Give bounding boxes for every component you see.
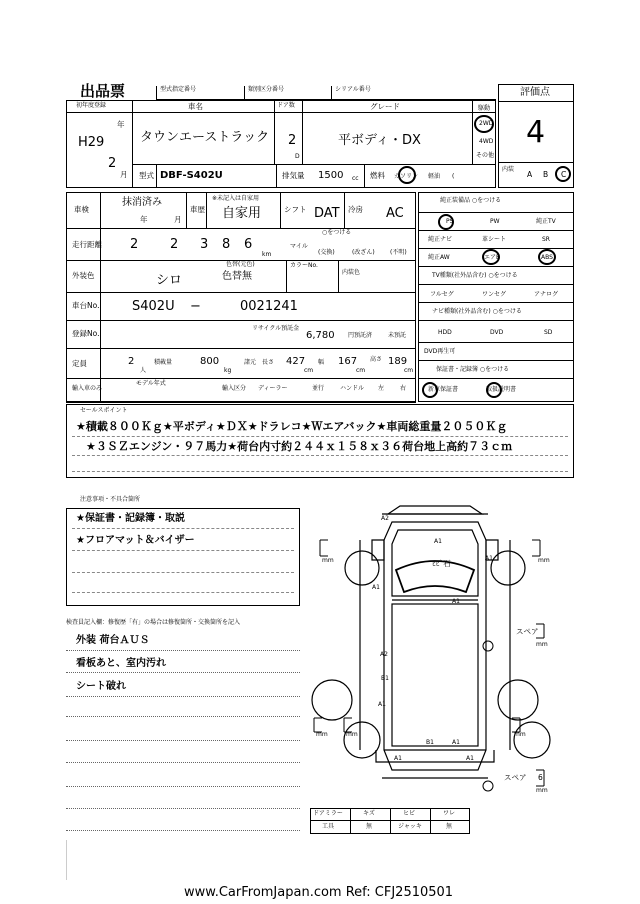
handle-left: 左 xyxy=(378,385,385,392)
drive-other: その他 xyxy=(476,152,495,159)
width-unit: cm xyxy=(356,367,366,374)
meter-unknown: (不明) xyxy=(390,249,407,256)
damage-mark-b1-bottom: B1 xyxy=(426,739,434,746)
mileage-digit-4: 8 xyxy=(222,237,231,252)
first-registration-label: 初年度登録 xyxy=(76,102,107,109)
mm-front-left: mm xyxy=(322,557,334,564)
legend-tools: 工具 xyxy=(322,823,335,830)
import-parallel: 並行 xyxy=(312,385,325,392)
inspector-line-1: 外装 荷台ＡＵＳ xyxy=(76,635,150,646)
mm-rear-left-2: mm xyxy=(346,731,358,738)
width-label: 幅 xyxy=(318,359,325,366)
tv-oneseg: ワンセグ xyxy=(482,291,507,298)
legend-scratch: キズ xyxy=(363,810,375,817)
month-unit: 月 xyxy=(120,170,128,179)
import-dealer: ディーラー xyxy=(258,385,288,392)
mileage-digit-3: 3 xyxy=(200,237,209,252)
legend-jack: ジャッキ xyxy=(398,823,422,830)
doc-warranty: 新車保証書 xyxy=(428,386,459,393)
interior-label: 内装 xyxy=(502,166,515,173)
damage-mark-a1-rear-right: A1 xyxy=(466,755,474,762)
inspection-year: 年 xyxy=(140,215,148,224)
kg-unit: kg xyxy=(224,367,232,374)
spare-top-label: スペア xyxy=(516,627,539,636)
car-name: タウンエーストラック xyxy=(140,130,270,145)
equip-pw: PW xyxy=(490,218,500,225)
load-label: 積載量 xyxy=(154,359,173,366)
doors-label: ドア数 xyxy=(277,102,295,109)
tv-fullseg: フルセグ xyxy=(430,291,454,298)
height-unit: cm xyxy=(404,367,414,374)
interior-color-label: 内装色 xyxy=(342,269,361,276)
height-value: 189 xyxy=(388,356,408,367)
equip-tv: 純正TV xyxy=(536,218,556,225)
equip-abs: ABS xyxy=(541,254,553,261)
history-note: ※未記入は自家用 xyxy=(212,195,260,202)
equip-sr: SR xyxy=(542,236,550,243)
recycle-status: 円預託済 xyxy=(348,332,373,339)
registration-label: 登録No. xyxy=(72,329,100,338)
car-damage-diagram xyxy=(300,500,570,800)
footer-watermark: www.CarFromJapan.com Ref: CFJ2510501 xyxy=(184,885,454,900)
damage-mark-a1-roof: A1 xyxy=(434,538,442,545)
sales-points-label: セールスポイント xyxy=(80,407,128,414)
inspector-line-3: シート破れ xyxy=(76,681,126,692)
equip-ps: PS xyxy=(446,218,454,225)
fuel-gasoline: ガソリン xyxy=(394,173,419,180)
serial-number-label: シリアル番号 xyxy=(335,86,371,93)
doc-warranty-circle xyxy=(422,382,438,398)
doc-manual-circle xyxy=(486,382,502,398)
sales-line-2: ★３ＳＺエンジン・９７馬力★荷台内寸約２４４ｘ１５８ｘ３６荷台地上高約７３ｃｍ xyxy=(86,440,513,453)
inspection-label: 車検 xyxy=(74,205,89,214)
shift-label: シフト xyxy=(284,205,307,214)
length-value: 427 xyxy=(286,356,306,367)
spare-bottom-label: スペア xyxy=(504,773,527,782)
history-value: 自家用 xyxy=(222,206,262,221)
length-unit: cm xyxy=(304,367,314,374)
mm-front-right: mm xyxy=(538,557,550,564)
damage-mark-a1-right: A1 xyxy=(485,555,493,562)
damage-mark-a1-bottom: A1 xyxy=(452,739,460,746)
legend-crack: ヒビ xyxy=(403,810,416,817)
tv-analog: アナログ xyxy=(534,291,559,298)
inspector-line-2: 看板あと、室内汚れ xyxy=(76,658,166,669)
equip-airbag: エアB xyxy=(484,254,501,261)
first-registration-month: 2 xyxy=(108,156,117,171)
model-value: DBF-S402U xyxy=(160,170,223,181)
damage-mark-a1-left: A1 xyxy=(372,584,380,591)
handle-right: 右 xyxy=(400,385,407,392)
equip-aw: 純正AW xyxy=(428,254,450,261)
navi-title: ナビ種類(社外品含む) ○をつける xyxy=(432,308,522,315)
capacity-unit: 人 xyxy=(140,367,147,374)
color-change-value: 色替無 xyxy=(222,271,252,282)
ac-label: 冷房 xyxy=(348,205,363,214)
damage-mark-a1-mid: A1 xyxy=(452,598,460,605)
recycle-unpaid: 未預託 xyxy=(388,332,407,339)
damage-mark-a2-top: A2 xyxy=(381,515,389,522)
grade-score-value: 4 xyxy=(526,115,546,150)
mileage-digit-1: 2 xyxy=(130,237,139,252)
model-label: 型式 xyxy=(139,171,154,180)
damage-mark-a2-side: A2 xyxy=(380,651,388,658)
chassis-dash: − xyxy=(190,299,201,314)
dimensions-label: 諸元 xyxy=(244,359,257,366)
capacity-value: 2 xyxy=(128,356,135,367)
km-unit: km xyxy=(262,251,272,258)
meter-note: ○をつける xyxy=(322,229,352,236)
tv-title: TV種類(社外品含む) ○をつける xyxy=(432,272,518,279)
history-label: 車歴 xyxy=(190,205,205,214)
meter-mile: マイル xyxy=(290,243,308,250)
mm-rear-right: mm xyxy=(514,731,526,738)
damage-mark-a1-rear-left: A1 xyxy=(394,755,402,762)
handle-label: ハンドル xyxy=(340,385,365,392)
chassis-label: 車台No. xyxy=(72,301,100,310)
capacity-label: 定員 xyxy=(72,359,87,368)
fuel-circle xyxy=(398,166,416,184)
load-value: 800 xyxy=(200,356,220,367)
drive-4wd: 4WD xyxy=(479,138,494,145)
interior-b: B xyxy=(543,170,549,179)
mm-rear-left-1: mm xyxy=(316,731,328,738)
import-label: 輸入車のみ xyxy=(72,385,103,392)
damage-mark-b1-side: B1 xyxy=(381,675,389,682)
recycle-value: 6,780 xyxy=(306,330,335,341)
meter-tamper: (改ざん) xyxy=(352,249,375,256)
fuel-light-oil: 軽油 xyxy=(428,173,441,180)
drive-label: 駆動 xyxy=(478,105,491,112)
notes-line-1: ★保証書・記録簿・取説 xyxy=(76,513,185,524)
mileage-digit-2: 2 xyxy=(170,237,179,252)
notes-line-2: ★フロアマット＆バイザー xyxy=(76,535,195,546)
door-unit: D xyxy=(295,153,300,160)
windshield-chip-label: ﾋﾋﾞ石 xyxy=(432,559,451,568)
class-number-label: 類別区分番号 xyxy=(248,86,285,93)
model-year-label: モデル年式 xyxy=(136,380,166,387)
year-unit: 年 xyxy=(117,120,125,129)
equip-ps-circle xyxy=(438,214,454,230)
notes-label: 注意事項・不具合箇所 xyxy=(80,496,141,503)
sheet-title: 出品票 xyxy=(80,82,126,100)
navi-dvd-play: DVD再生可 xyxy=(424,348,456,355)
car-name-label: 車名 xyxy=(188,102,203,111)
ac-value: AC xyxy=(386,206,404,221)
damage-mark-a1-lower: A1 xyxy=(378,701,386,708)
drive-2wd-circle xyxy=(474,115,494,133)
navi-dvd: DVD xyxy=(490,329,504,336)
grade-score-label: 評価点 xyxy=(520,87,550,98)
inspector-label: 検査員記入欄：修復歴「有」の場合は修復箇所・交換箇所を記入 xyxy=(66,619,241,626)
mileage-label: 走行距離 xyxy=(72,240,102,249)
recycle-label: リサイクル預託金 xyxy=(252,325,300,332)
color-label: 外装色 xyxy=(72,271,95,280)
color-change-label: 色替(元色) xyxy=(226,261,255,268)
drive-2wd: 2WD xyxy=(479,120,494,127)
equip-leather: 革シート xyxy=(482,236,507,243)
shift-value: DAT xyxy=(314,206,340,221)
navi-sd: SD xyxy=(544,329,553,336)
length-label: 長さ xyxy=(262,359,275,366)
interior-c: C xyxy=(561,170,567,179)
inspection-month: 月 xyxy=(174,215,182,224)
fuel-label: 燃料 xyxy=(370,171,385,180)
doors-value: 2 xyxy=(288,133,297,148)
type-designation-label: 型式指定番号 xyxy=(160,86,197,93)
fuel-paren: ( xyxy=(452,173,455,180)
chassis-prefix: S402U xyxy=(132,299,175,314)
width-value: 167 xyxy=(338,356,358,367)
chassis-number: 0021241 xyxy=(240,299,298,314)
equip-airbag-circle xyxy=(482,249,500,265)
cc-unit: cc xyxy=(352,175,359,182)
displacement-value: 1500 xyxy=(318,170,344,181)
interior-a: A xyxy=(527,170,533,179)
equip-navi: 純正ナビ xyxy=(428,236,453,243)
displacement-label: 排気量 xyxy=(282,171,305,180)
docs-title: 保証書・記録簿 ○をつける xyxy=(436,366,510,373)
legend-jack-value: 無 xyxy=(446,823,453,830)
grade-value: 平ボディ・DX xyxy=(338,133,421,148)
equipment-title: 純正装備品 ○をつける xyxy=(440,197,502,204)
mileage-digit-5: 6 xyxy=(244,237,253,252)
grade-label: グレード xyxy=(370,102,400,111)
import-route-label: 輸入区分 xyxy=(222,385,247,392)
legend-tools-value: 無 xyxy=(366,823,373,830)
inspection-value: 抹消済み xyxy=(122,197,162,208)
sales-line-1: ★積載８００Ｋｇ★平ボディ★ＤＸ★ドラレコ★Ｗエアバック★車両総重量２０５０Ｋｇ xyxy=(76,420,508,433)
color-number-label: カラーNo. xyxy=(290,262,318,269)
legend-break: ワレ xyxy=(443,810,456,817)
color-value: シロ xyxy=(156,273,183,288)
spare-bottom-value: 6 xyxy=(538,773,543,782)
height-label: 高さ xyxy=(370,356,383,363)
navi-hdd: HDD xyxy=(438,329,452,336)
first-registration-era: H29 xyxy=(78,135,105,150)
mm-spare-top: mm xyxy=(536,641,548,648)
equip-abs-circle xyxy=(538,249,556,265)
interior-c-circle xyxy=(555,166,571,182)
meter-exchange: (交換) xyxy=(318,249,335,256)
mm-spare-bottom: mm xyxy=(536,787,548,794)
legend-mirror: ドアミラー xyxy=(313,810,343,817)
doc-manual: 取扱説明書 xyxy=(486,386,517,393)
